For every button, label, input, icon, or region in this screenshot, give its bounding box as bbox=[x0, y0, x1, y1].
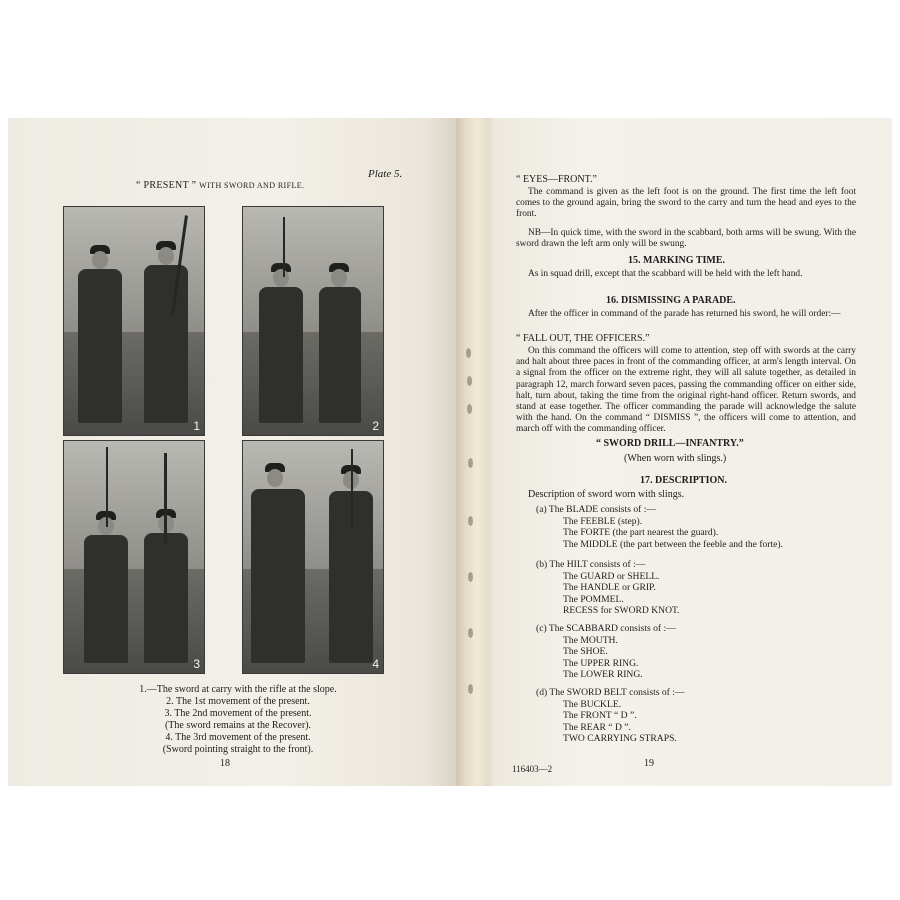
list-item: The LOWER RING. bbox=[563, 669, 643, 681]
list-item: The MOUTH. bbox=[563, 634, 618, 646]
print-code: 116403—2 bbox=[512, 764, 553, 774]
eyes-front-command: “ EYES—FRONT.” bbox=[516, 174, 597, 185]
sword-drill-title: “ SWORD DRILL—INFANTRY.” bbox=[596, 438, 744, 449]
photo-2-number: 2 bbox=[372, 419, 379, 433]
caption-line: 4. The 3rd movement of the present. bbox=[165, 732, 311, 743]
photo-2 bbox=[242, 206, 384, 436]
list-item: RECESS for SWORD KNOT. bbox=[563, 605, 680, 617]
heading-marking-time: 15. MARKING TIME. bbox=[628, 255, 726, 266]
list-item: The POMMEL. bbox=[563, 593, 624, 605]
photo-1-number: 1 bbox=[193, 419, 200, 433]
list-item: The MIDDLE (the part between the feeble and the forte). bbox=[563, 538, 784, 550]
dismissing-paragraph: After the officer in command of the parade has returned his sword, he will order:— bbox=[528, 309, 841, 319]
list-lead: (a) The BLADE consists of :— bbox=[536, 504, 656, 515]
caption-line: 3. The 2nd movement of the present. bbox=[164, 708, 312, 719]
list-lead: (c) The SCABBARD consists of :— bbox=[536, 623, 676, 634]
left-page bbox=[8, 118, 460, 786]
list-lead: (d) The SWORD BELT consists of :— bbox=[536, 687, 685, 698]
list-lead: (b) The HILT consists of :— bbox=[536, 559, 646, 570]
list-item: The FRONT “ D ”. bbox=[563, 710, 637, 722]
photo-4-number: 4 bbox=[372, 657, 379, 671]
list-item: TWO CARRYING STRAPS. bbox=[563, 733, 677, 745]
plate-title bbox=[136, 180, 304, 191]
plate-label: Plate 5. bbox=[368, 168, 403, 180]
list-item: The GUARD or SHELL. bbox=[563, 570, 660, 582]
list-item: The FEEBLE (step). bbox=[563, 515, 643, 527]
blade-list bbox=[526, 504, 886, 550]
caption-line: 1.—The sword at carry with the rifle at the slope. bbox=[139, 684, 337, 695]
nb-paragraph: NB—In quick time, with the sword in the scabbard, both arms will be swung. With the sword drawn the left arm only will be swung. bbox=[516, 228, 856, 250]
list-item: The REAR “ D ”. bbox=[563, 721, 631, 733]
page-number-right: 19 bbox=[644, 758, 654, 769]
list-item: The HANDLE or GRIP. bbox=[563, 582, 656, 594]
list-item: The BUCKLE. bbox=[563, 698, 622, 710]
fall-out-paragraph: On this command the officers will come to attention, step off with swords at the carry and halt about three paces in front of the commanding officer, at arm's length interval. On a signal from the officer on the extreme right, they will all salute together, as detailed in paragraph 12, march forward seven paces, passing the commanding officer on either side, halt, turn about, taking the time from the original right-hand officer. Return swords, and stand at ease together. The officer commanding the parade will acknowledge the salute with the hand. On the command “ DISMISS ”, the officers will come to attention, and march off with the commanding officer. bbox=[516, 346, 856, 435]
page-number-left: 18 bbox=[220, 758, 230, 769]
caption-line: (The sword remains at the Recover). bbox=[164, 720, 312, 731]
plate-title-main: “ PRESENT ” bbox=[136, 180, 197, 191]
photo-3 bbox=[63, 440, 205, 674]
list-item: The SHOE. bbox=[563, 646, 608, 658]
caption-line: (Sword pointing straight to the front). bbox=[162, 744, 314, 755]
plate-title-small: WITH SWORD AND RIFLE. bbox=[199, 181, 305, 190]
hilt-list bbox=[526, 559, 886, 617]
heading-dismissing: 16. DISMISSING A PARADE. bbox=[606, 295, 736, 306]
scabbard-list bbox=[526, 623, 886, 681]
list-item: The FORTE (the part nearest the guard). bbox=[563, 527, 719, 539]
list-item: The UPPER RING. bbox=[563, 657, 639, 669]
book-gutter bbox=[456, 118, 496, 786]
caption-line: 2. The 1st movement of the present. bbox=[166, 696, 310, 707]
photo-3-number: 3 bbox=[193, 657, 200, 671]
book-spread bbox=[8, 118, 892, 786]
photo-4 bbox=[242, 440, 384, 674]
description-intro: Description of sword worn with slings. bbox=[528, 489, 685, 500]
eyes-front-paragraph: The command is given as the left foot is on the ground. The first time the left foot comes to the ground again, bring the sword to the carry and turn the head and eyes to the front. bbox=[516, 187, 856, 220]
right-page bbox=[496, 118, 892, 786]
photo-1 bbox=[63, 206, 205, 436]
plate-caption bbox=[93, 684, 383, 756]
marking-time-paragraph: As in squad drill, except that the scabbard will be held with the left hand. bbox=[528, 269, 803, 279]
heading-description: 17. DESCRIPTION. bbox=[640, 475, 727, 486]
sword-belt-list bbox=[526, 687, 886, 745]
sword-drill-subtitle: (When worn with slings.) bbox=[624, 453, 727, 464]
fall-out-command: “ FALL OUT, THE OFFICERS.” bbox=[516, 333, 650, 344]
